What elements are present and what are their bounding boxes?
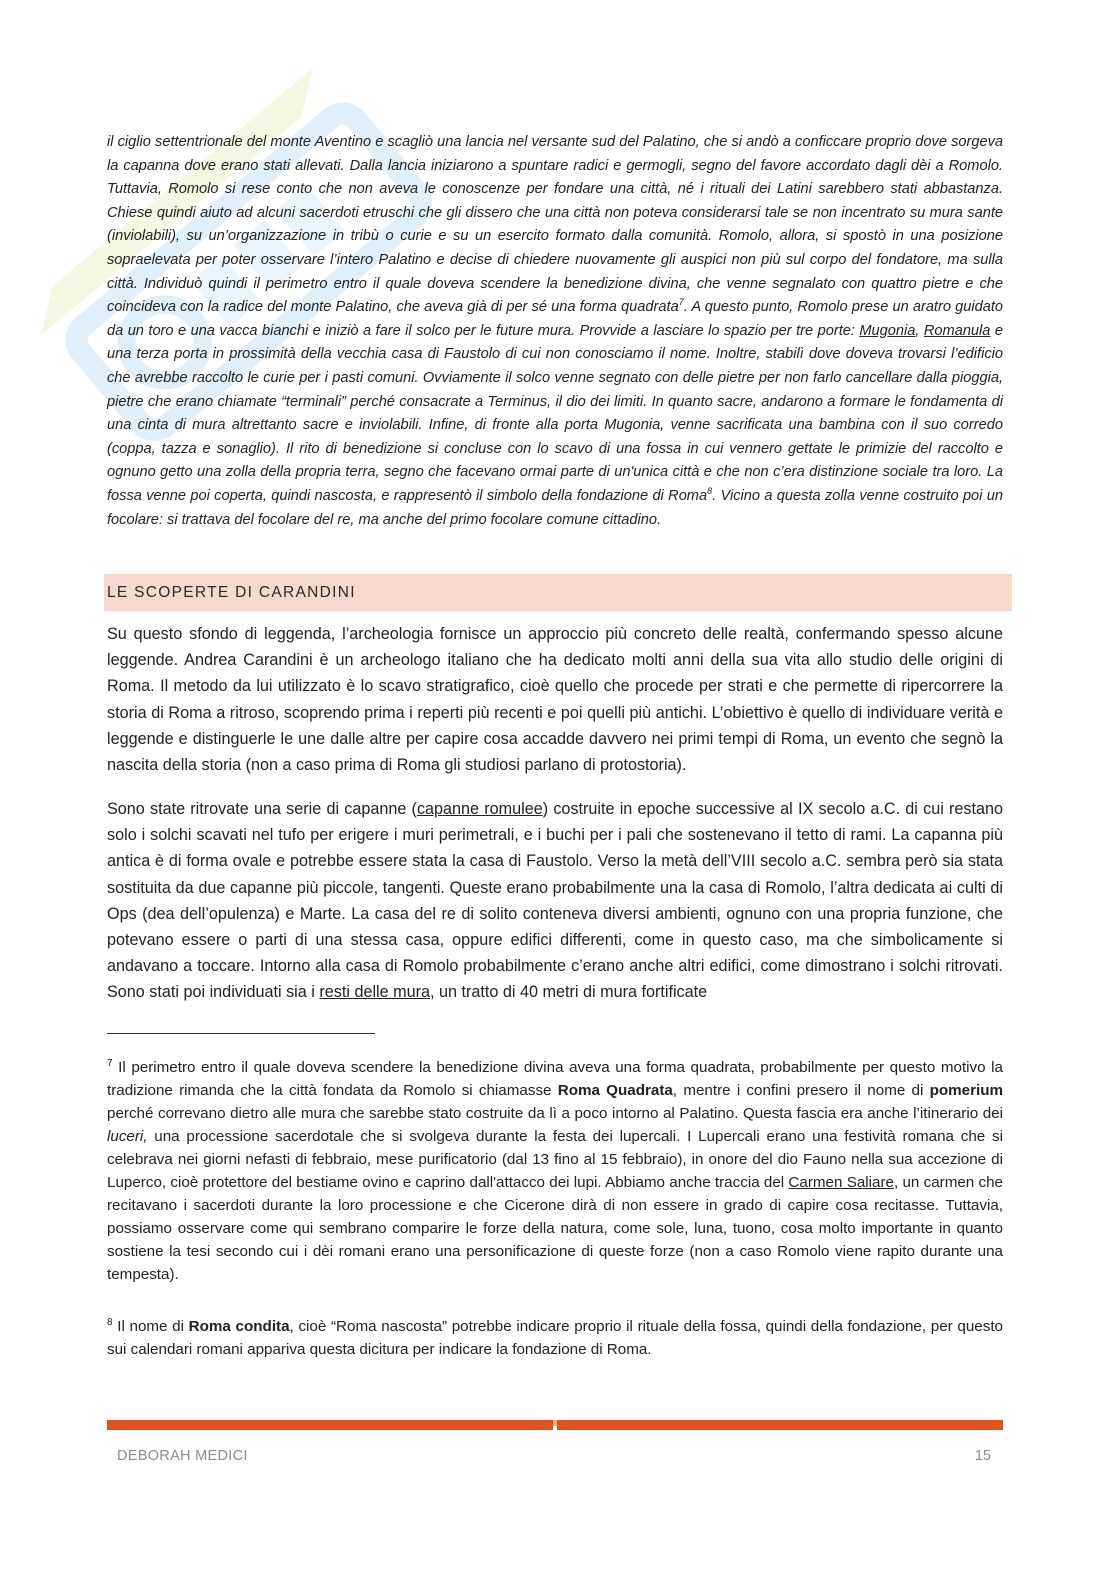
footnote-7: $^7$ Il perimetro entro il quale doveva scendere la benedizione divina aveva una forma quadrata, probabilmente per questo motivo la tradizione rimanda che la città fondata da Romolo si chiamasse Roma Quadrata, mentre i confini presero il nome di pomerium perché correvano dietro alle mura che sarebbe stato costruite da lì a poco intorno al Palatino. Questa fascia era anche l’itinerario dei luceri, una processione sacerdotale che si svolgeva durante la festa dei lupercali. I Lupercali erano una festività romana che si celebrava nei giorni nefasti di febbraio, mese purificatorio (dal 13 fino al 15 febbraio), in onore del dio Fauno nella sua accezione di Luperco, cioè protettore del bestiame ovino e caprino dall'attacco dei lupi. Abbiamo anche traccia del Carmen Saliare, un carmen che recitavano i sacerdoti durante la loro processione e che Cicerone dirà di non essere in grado di capire cosa recitasse. Tuttavia, possiamo osservare come qui sembrano comparire le forze della natura, come sole, luna, tuono, cosa molto importante in quanto sostiene la tesi secondo cui i dèi romani erano una personificazione di queste forze (non a caso Romolo viene rapito durante una tempesta). [107,1058,1004,1284]
footer-bar-right [557,1420,1003,1430]
section-heading: LE SCOPERTE DI CARANDINI [104,574,1012,611]
footer-bar-left [107,1420,553,1430]
italic-legend-text: il ciglio settentrionale del monte Aventino e scagliò una lancia nel versante sud del Palatino, che si andò a conficcare proprio dove sorgeva la capanna dove erano stati allevati. Dalla lancia iniziarono a spuntare radici e germogli, segno del favore accordato dagli dèi a Romolo. Tuttavia, Romolo si rese conto che non aveva le conoscenze per fondare una città, né i rituali dei Latini sarebbero stati abbastanza. Chiese quindi aiuto ad alcuni sacerdoti etruschi che gli dissero che una città non poteva considerarsi tale se non incentrato su mura sante (inviolabili), su un’organizzazione in tribù o curie e su un esercito formato dalla comunità. Romolo, allora, si spostò in una posizione sopraelevata per poter osservare l’intero Palatino e decise di chiedere nuovamente gli auspici non più sul corpo del fondatore, ma sulla città. Individuò quindi il perimetro entro il quale doveva scendere la benedizione divina, che venne segnalato con quattro pietre e che coincideva con la radice del monte Palatino, che aveva già di per sé una forma quadrata$^7$. A questo punto, Romolo prese un aratro guidato da un toro e una vacca bianchi e iniziò a fare il solco per le future mura. Provvide a lasciare lo spazio per tre porte: Mugonia, Romanula e una terza porta in prossimità della vecchia casa di Faustolo di cui non conosciamo il nome. Inoltre, stabilì dove doveva trovarsi l’edificio che avrebbe raccolto le curie per i pasti comuni. Ovviamente il solco venne segnato con delle pietre per non farlo cancellare dalla pioggia, pietre che erano chiamate “terminali” perché consacrate a Terminus, il dio dei limiti. In quanto sacre, andarono a formare le fondamenta di una cinta di mura altrettanto sacre e inviolabili. Infine, di fronte alla porta Mugonia, venne sacrificata una bambina con il suo corredo (coppa, tazza e sonaglio). Il rito di benedizione si concluse con lo scavo di una fossa in cui vennero gettate le primizie del raccolto e ognuno getto una zolla della propria terra, segno che facevano ormai parte di un'unica città e che non c’era distinzione sociale tra loro. La fossa venne poi coperta, quindi nascosta, e rappresentò il simbolo della fondazione di Roma$^8$. Vicino a questa zolla venne costruito poi un focolare: si trattava del focolare del re, ma anche del primo focolare comune cittadino. [107,134,1003,528]
link-resti-delle-mura[interactable]: resti delle mura [319,983,431,1002]
link-mugonia[interactable]: Mugonia [859,322,916,339]
footnote-ref-7[interactable]: 7 [678,297,684,308]
paragraph-capanne: Sono state ritrovate una serie di capanne (capanne romulee) costruite in epoche successive al IX secolo a.C. di cui restano solo i solchi scavati nel tufo per erigere i muri perimetrali, e i buchi per i pali che sostenevano il tetto di rami. La capanna più antica è di forma ovale e potrebbe essere stata la casa di Faustolo. Verso la metà dell’VIII secolo a.C. sembra però sia stata sostituita da due capanne più piccole, tangenti. Queste erano probabilmente una la casa di Romolo, l’altra dedicata ai culti di Ops (dea dell’opulenza) e Marte. La casa del re di solito conteneva diversi ambienti, ognuno con una propria funzione, che potevano essere o parti di una stessa casa, oppure edifici differenti, come in questo caso, ma che simbolicamente si andavano a toccare. Intorno alla casa di Romolo probabilmente c’erano anche altri edifici, come dimostrano i solchi ritrovati. Sono stati poi individuati sia i resti delle mura, un tratto di 40 metri di mura fortificate [107,800,1003,1002]
footnote-separator [107,1033,375,1034]
footer-author: DEBORAH MEDICI [117,1448,248,1464]
footnote-ref-8[interactable]: 8 [707,486,713,497]
page-number: 15 [974,1448,991,1464]
paragraph-carandini: Su questo sfondo di leggenda, l’archeologia fornisce un approccio più concreto delle realtà, confermando spesso alcune leggende. Andrea Carandini è un archeologo italiano che ha dedicato molti anni della sua vita allo studio delle origini di Roma. Il metodo da lui utilizzato è lo scavo stratigrafico, cioè quello che procede per strati e che permette di ripercorrere la storia di Roma a ritroso, scoprendo prima i reperti più recenti e poi quelli più antichi. L’obiettivo è quello di individuare verità e leggende e distinguerle le une dalle altre per capire cosa accadde davvero nei primi tempi di Roma, un evento che segnò la nascita della storia (non a caso prima di Roma gli studiosi parlano di protostoria). [107,625,1003,775]
link-romanula[interactable]: Romanula [923,322,991,339]
link-capanne-romulee[interactable]: capanne romulee [416,800,543,818]
link-carmen-saliare[interactable]: Carmen Saliare [788,1174,894,1192]
footer-accent-bar [107,1420,1003,1430]
footnote-8: $^8$ Il nome di Roma condita, cioè “Roma nascosta” potrebbe indicare proprio il rituale della fossa, quindi della fondazione, per questo sui calendari romani appariva questa dicitura per indicare la fondazione di Roma. [107,1317,1003,1359]
